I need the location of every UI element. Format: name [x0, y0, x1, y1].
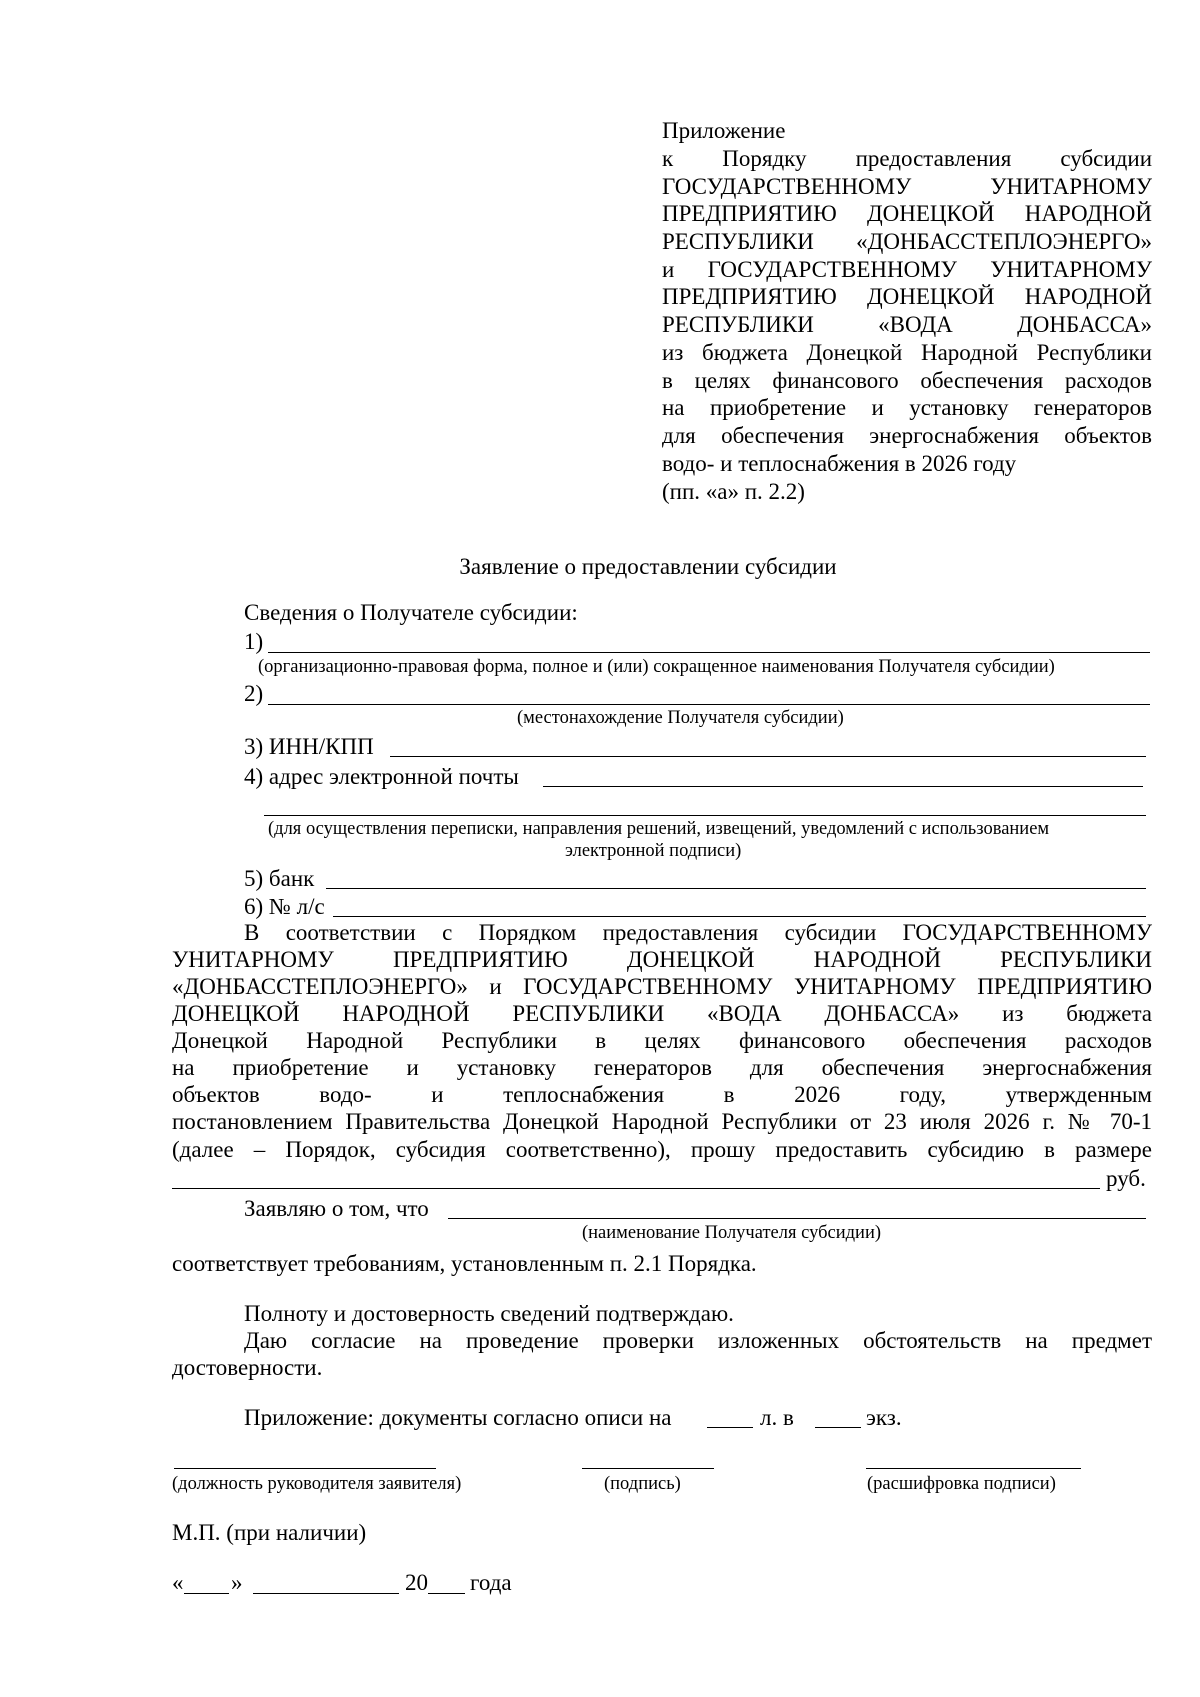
appendix-line: РЕСПУБЛИКИ «ДОНБАССТЕПЛОЭНЕРГО» — [662, 229, 1152, 254]
body-line: УНИТАРНОМУ ПРЕДПРИЯТИЮ ДОНЕЦКОЙ НАРОДНОЙ РЕСПУБЛИКИ — [172, 947, 1152, 972]
body-line: ДОНЕЦКОЙ НАРОДНОЙ РЕСПУБЛИКИ «ВОДА ДОНБАССА» из бюджета — [172, 1001, 1152, 1026]
field-5-label: 5) банк — [244, 866, 315, 891]
field-2-label: 2) — [244, 681, 264, 706]
signature-line[interactable] — [582, 1468, 714, 1469]
body-line: Донецкой Народной Республики в целях финансового обеспечения расходов — [172, 1028, 1152, 1053]
recipient-heading: Сведения о Получателе субсидии: — [244, 600, 578, 625]
date-open-quote: « — [172, 1570, 184, 1595]
body-line: на приобретение и установку генераторов для обеспечения энергоснабжения — [172, 1055, 1152, 1080]
attachment-sheets-line[interactable] — [707, 1427, 753, 1428]
body-line: постановлением Правительства Донецкой Народной Республики от 23 июля 2026 г. № 70-1 — [172, 1109, 1152, 1134]
declaration-continuation: соответствует требованиям, установленным п. 2.1 Порядка. — [172, 1251, 757, 1276]
appendix-line: РЕСПУБЛИКИ «ВОДА ДОНБАССА» — [662, 312, 1152, 337]
date-month-line[interactable] — [253, 1593, 399, 1594]
appendix-line: ПРЕДПРИЯТИЮ ДОНЕЦКОЙ НАРОДНОЙ — [662, 201, 1152, 226]
confirm-line-2: Даю согласие на проведение проверки изложенных обстоятельств на предмет — [244, 1328, 1152, 1353]
decoding-line[interactable] — [866, 1468, 1081, 1469]
decoding-caption: (расшифровка подписи) — [867, 1474, 1056, 1494]
stamp-label: М.П. (при наличии) — [172, 1520, 367, 1545]
date-close-quote: » — [231, 1570, 243, 1595]
confirm-line-3: достоверности. — [172, 1355, 323, 1380]
body-line: объектов водо- и теплоснабжения в 2026 году, утвержденным — [172, 1082, 1152, 1107]
appendix-line: в целях финансового обеспечения расходов — [662, 368, 1152, 393]
appendix-heading: Приложение — [662, 118, 786, 143]
email-line-2[interactable] — [264, 815, 1146, 816]
account-line[interactable] — [333, 916, 1146, 917]
declaration-label: Заявляю о том, что — [244, 1196, 429, 1221]
appendix-line: на приобретение и установку генераторов — [662, 395, 1152, 420]
date-year-prefix: 20 — [405, 1570, 428, 1595]
field-2-caption: (местонахождение Получателя субсидии) — [517, 708, 844, 728]
date-year-suffix: года — [470, 1570, 512, 1595]
appendix-line: ПРЕДПРИЯТИЮ ДОНЕЦКОЙ НАРОДНОЙ — [662, 284, 1152, 309]
attachment-prefix: Приложение: документы согласно описи на — [244, 1405, 672, 1430]
appendix-line: водо- и теплоснабжения в 2026 году — [662, 451, 1017, 476]
bank-line[interactable] — [326, 888, 1146, 889]
appendix-line: ГОСУДАРСТВЕННОМУ УНИТАРНОМУ — [662, 174, 1152, 199]
declaration-caption: (наименование Получателя субсидии) — [582, 1223, 881, 1243]
confirm-line-1: Полноту и достоверность сведений подтверждаю. — [244, 1301, 734, 1326]
currency-label: руб. — [1106, 1166, 1146, 1191]
field-1-caption: (организационно-правовая форма, полное и (или) сокращенное наименования Получателя субсидии) — [258, 657, 1055, 677]
field-6-label: 6) № л/с — [244, 894, 325, 919]
document-title: Заявление о предоставлении субсидии — [459, 554, 837, 579]
appendix-line: и ГОСУДАРСТВЕННОМУ УНИТАРНОМУ — [662, 257, 1152, 282]
body-line: «ДОНБАССТЕПЛОЭНЕРГО» и ГОСУДАРСТВЕННОМУ УНИТАРНОМУ ПРЕДПРИЯТИЮ — [172, 974, 1152, 999]
appendix-line: к Порядку предоставления субсидии — [662, 146, 1152, 171]
amount-line[interactable] — [172, 1188, 1100, 1189]
field-4-caption: (для осуществления переписки, направления решений, извещений, уведомлений с использованием — [268, 819, 1050, 839]
appendix-line: из бюджета Донецкой Народной Республики — [662, 340, 1152, 365]
position-line[interactable] — [174, 1468, 436, 1469]
field-1-label: 1) — [244, 629, 264, 654]
field-1-line[interactable] — [268, 652, 1150, 653]
declaration-line[interactable] — [448, 1218, 1146, 1219]
field-3-label: 3) ИНН/КПП — [244, 734, 374, 759]
body-line: (далее – Порядок, субсидия соответственно), прошу предоставить субсидию в размере — [172, 1137, 1152, 1162]
body-line: В соответствии с Порядком предоставления субсидии ГОСУДАРСТВЕННОМУ — [244, 920, 1152, 945]
attachment-copies-line[interactable] — [815, 1427, 861, 1428]
attachment-mid: л. в — [760, 1405, 794, 1430]
attachment-suffix: экз. — [866, 1405, 902, 1430]
appendix-line: для обеспечения энергоснабжения объектов — [662, 423, 1152, 448]
field-2-line[interactable] — [268, 704, 1150, 705]
appendix-line: (пп. «а» п. 2.2) — [662, 479, 805, 504]
inn-kpp-line[interactable] — [390, 756, 1146, 757]
field-4-caption-2: электронной подписи) — [565, 841, 742, 861]
email-line[interactable] — [543, 786, 1143, 787]
date-year-line[interactable] — [428, 1593, 465, 1594]
signature-caption: (подпись) — [604, 1474, 681, 1494]
position-caption: (должность руководителя заявителя) — [172, 1474, 462, 1494]
date-day-line[interactable] — [184, 1593, 229, 1594]
field-4-label: 4) адрес электронной почты — [244, 764, 519, 789]
